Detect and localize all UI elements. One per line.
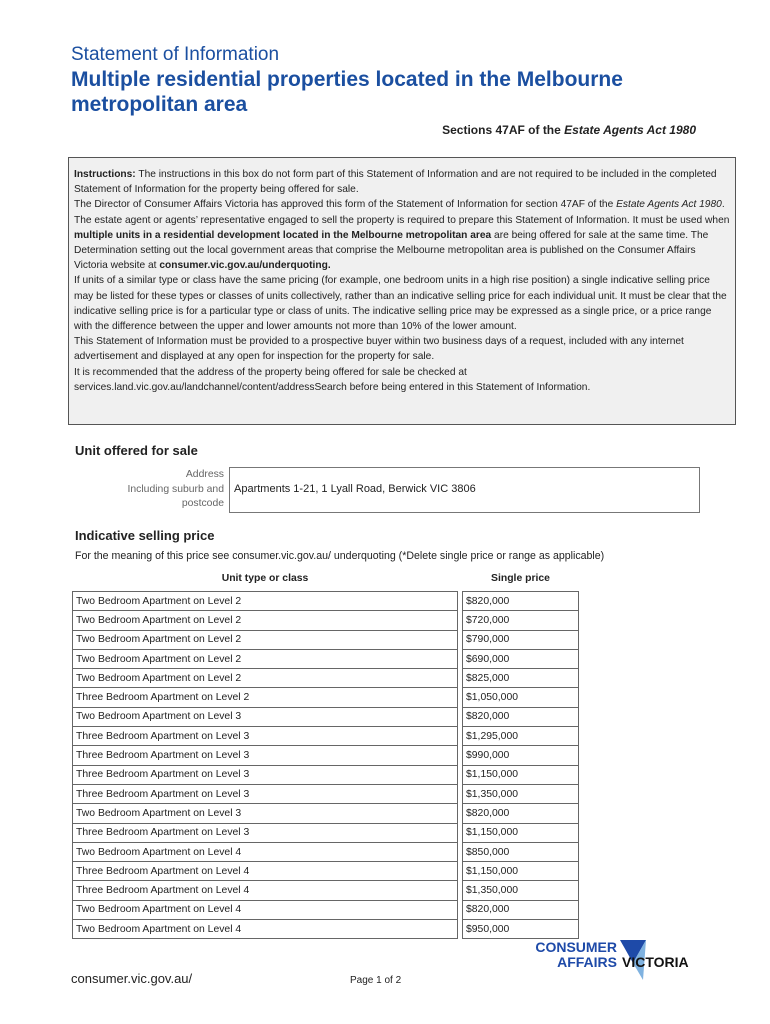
address-label-line: Including suburb and xyxy=(127,483,224,495)
price-cell[interactable]: $950,000 xyxy=(463,920,579,939)
table-row xyxy=(73,592,579,611)
column-header-price: Single price xyxy=(491,573,550,584)
instructions-text: The estate agent or agents’ representative engaged to sell the property is required to prepare this Statement of Information. It must be used when xyxy=(74,214,730,226)
instructions-text: are being offered for sale at the same time. The Determination setting out the local government areas that comprise the Melbourne metropolitan area is published on the Consumer Affairs Victoria website at xyxy=(74,229,709,272)
sections-reference xyxy=(442,123,696,137)
price-cell[interactable]: $1,150,000 xyxy=(463,823,579,842)
table-row xyxy=(73,688,579,707)
unit-type-cell[interactable]: Two Bedroom Apartment on Level 3 xyxy=(73,707,458,726)
sections-prefix: Sections 47AF of the xyxy=(442,123,565,137)
table-row xyxy=(73,630,579,649)
unit-type-cell[interactable]: Three Bedroom Apartment on Level 4 xyxy=(73,862,458,881)
column-header-unit: Unit type or class xyxy=(221,573,309,584)
unit-type-cell[interactable]: Two Bedroom Apartment on Level 2 xyxy=(73,649,458,668)
table-row xyxy=(73,707,579,726)
unit-type-cell[interactable]: Three Bedroom Apartment on Level 4 xyxy=(73,881,458,900)
instructions-paragraph xyxy=(74,213,731,274)
price-table xyxy=(72,573,579,939)
price-cell[interactable]: $820,000 xyxy=(463,707,579,726)
page-title: Multiple residential properties located in the Melbourne metropolitan area xyxy=(71,68,623,116)
address-label-line: postcode xyxy=(181,498,224,509)
instructions-paragraph: It is recommended that the address of the property being offered for sale be checked at services.land.vic.gov.au/landchannel/content/addressSearch before being entered in this Statement of Information. xyxy=(74,366,591,393)
footer-url[interactable]: consumer.vic.gov.au/ xyxy=(71,971,193,986)
unit-type-cell[interactable]: Three Bedroom Apartment on Level 2 xyxy=(73,688,458,707)
instructions-text: The Director of Consumer Affairs Victoria has approved this form of the Statement of Information for section 47AF of the xyxy=(74,199,617,211)
price-cell[interactable]: $1,350,000 xyxy=(463,784,579,803)
table-row xyxy=(73,862,579,881)
price-cell[interactable]: $1,350,000 xyxy=(463,881,579,900)
consumer-affairs-victoria-logo xyxy=(525,938,705,988)
table-row xyxy=(73,842,579,861)
unit-type-cell[interactable]: Two Bedroom Apartment on Level 4 xyxy=(73,920,458,939)
logo-text: AFFAIRS xyxy=(557,954,617,970)
table-row xyxy=(73,611,579,630)
price-cell[interactable]: $990,000 xyxy=(463,746,579,765)
unit-offered-heading: Unit offered for sale xyxy=(75,443,198,458)
table-header-row xyxy=(73,573,579,592)
instructions-text: . xyxy=(721,199,725,211)
unit-type-cell[interactable]: Three Bedroom Apartment on Level 3 xyxy=(73,784,458,803)
price-note: For the meaning of this price see consumer.vic.gov.au/ underquoting (*Delete single price or range as applicable) xyxy=(75,550,605,562)
act-name: Estate Agents Act 1980 xyxy=(616,199,722,211)
price-cell[interactable]: $820,000 xyxy=(463,900,579,919)
unit-type-cell[interactable]: Two Bedroom Apartment on Level 2 xyxy=(73,592,458,611)
underquoting-link[interactable]: consumer.vic.gov.au/underquoting. xyxy=(159,260,331,272)
page-number: Page 1 of 2 xyxy=(350,975,402,986)
sections-act: Estate Agents Act 1980 xyxy=(564,123,696,137)
unit-type-cell[interactable]: Three Bedroom Apartment on Level 3 xyxy=(73,765,458,784)
instructions-text: The instructions in this box do not form part of this Statement of Information and are not required to be included in the completed Statement of Information for the property being offered for sale. xyxy=(74,169,717,196)
price-cell[interactable]: $825,000 xyxy=(463,669,579,688)
price-cell[interactable]: $1,150,000 xyxy=(463,765,579,784)
table-row xyxy=(73,900,579,919)
table-row xyxy=(73,784,579,803)
instructions-paragraph: This Statement of Information must be provided to a prospective buyer within two business days of a request, included with any internet advertisement and displayed at any open for inspection for the property for sale. xyxy=(74,336,684,363)
price-cell[interactable]: $820,000 xyxy=(463,592,579,611)
logo-text: CONSUMER xyxy=(535,939,617,955)
instructions-paragraph xyxy=(74,197,731,212)
price-cell[interactable]: $790,000 xyxy=(463,630,579,649)
instructions-label: Instructions: xyxy=(74,169,136,180)
table-row xyxy=(73,727,579,746)
table-row xyxy=(73,920,579,939)
instructions-box xyxy=(68,157,736,425)
unit-type-cell[interactable]: Two Bedroom Apartment on Level 2 xyxy=(73,630,458,649)
address-field[interactable]: Apartments 1-21, 1 Lyall Road, Berwick VIC 3806 xyxy=(229,467,700,513)
table-row xyxy=(73,765,579,784)
price-cell[interactable]: $1,050,000 xyxy=(463,688,579,707)
price-cell[interactable]: $820,000 xyxy=(463,804,579,823)
instructions-emphasis: multiple units in a residential development located in the Melbourne metropolitan area xyxy=(74,229,492,241)
unit-type-cell[interactable]: Three Bedroom Apartment on Level 3 xyxy=(73,823,458,842)
document-type: Statement of Information xyxy=(71,44,280,65)
indicative-price-heading: Indicative selling price xyxy=(75,528,215,543)
table-row xyxy=(73,804,579,823)
table-row xyxy=(73,823,579,842)
instructions-paragraph: If units of a similar type or class have the same pricing (for example, one bedroom units in a high rise position) a single indicative selling price may be listed for these types or classes of units collectively, rather than an indicative selling price for each individual unit. It must be clear that the indicative selling price is for a particular type or class of units. The indicative selling price may be expressed as a single price, or a price range with the difference between the upper and lower amounts not more than 10% of the lower amount. xyxy=(74,275,727,333)
unit-type-cell[interactable]: Two Bedroom Apartment on Level 4 xyxy=(73,900,458,919)
unit-type-cell[interactable]: Three Bedroom Apartment on Level 3 xyxy=(73,727,458,746)
unit-type-cell[interactable]: Two Bedroom Apartment on Level 2 xyxy=(73,611,458,630)
price-cell[interactable]: $850,000 xyxy=(463,842,579,861)
unit-type-cell[interactable]: Two Bedroom Apartment on Level 4 xyxy=(73,842,458,861)
price-cell[interactable]: $690,000 xyxy=(463,649,579,668)
logo-text: VICTORIA xyxy=(622,954,689,970)
price-cell[interactable]: $1,150,000 xyxy=(463,862,579,881)
table-row xyxy=(73,649,579,668)
unit-type-cell[interactable]: Two Bedroom Apartment on Level 2 xyxy=(73,669,458,688)
unit-type-cell[interactable]: Three Bedroom Apartment on Level 3 xyxy=(73,746,458,765)
table-row xyxy=(73,881,579,900)
price-cell[interactable]: $720,000 xyxy=(463,611,579,630)
address-label xyxy=(98,468,224,512)
address-label-line: Address xyxy=(185,469,224,480)
table-row xyxy=(73,669,579,688)
table-row xyxy=(73,746,579,765)
price-cell[interactable]: $1,295,000 xyxy=(463,727,579,746)
unit-type-cell[interactable]: Two Bedroom Apartment on Level 3 xyxy=(73,804,458,823)
instructions-paragraph xyxy=(74,167,731,197)
